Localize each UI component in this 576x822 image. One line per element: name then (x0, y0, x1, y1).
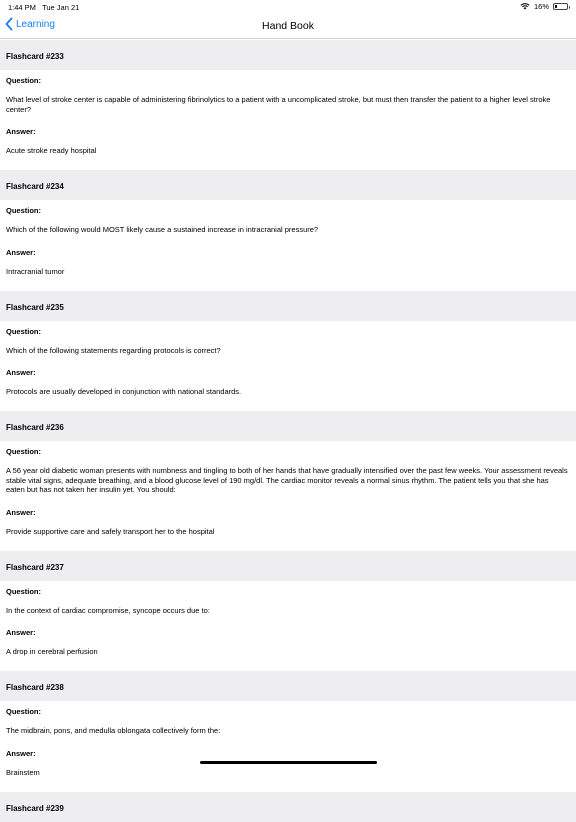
answer-text: Acute stroke ready hospital (6, 146, 97, 155)
flashcard (0, 40, 576, 170)
wifi-icon (520, 3, 530, 10)
answer-label: Answer: (6, 748, 36, 758)
status-time-date: 1:44 PM Tue Jan 21 (8, 3, 80, 12)
question-label: Question: (6, 326, 41, 336)
answer-text: Provide supportive care and safely transport her to the hospital (6, 526, 215, 536)
answer-label: Answer: (6, 628, 36, 637)
answer-text: Protocols are usually developed in conjunction with national standards. (6, 387, 242, 396)
flashcard (0, 551, 576, 672)
flashcard (0, 671, 576, 792)
flashcard-title: Flashcard #239 (0, 792, 576, 822)
flashcard (0, 291, 576, 412)
question-text: Which of the following would MOST likely cause a sustained increase in intracranial pressure? (6, 225, 319, 234)
flashcard (0, 170, 576, 291)
question-text: The midbrain, pons, and medulla oblongata collectively form the: (6, 726, 221, 735)
flashcard-title: Flashcard #233 (0, 40, 576, 70)
flashcard (0, 411, 576, 551)
flashcard-title: Flashcard #236 (0, 411, 576, 441)
flashcard-title: Flashcard #238 (0, 671, 576, 701)
battery-percent: 16% (533, 2, 549, 11)
answer-text: Brainstem (6, 767, 40, 777)
question-label: Question: (6, 447, 41, 456)
charging-bolt-icon: ⚡ (558, 2, 563, 10)
status-indicators (520, 2, 568, 11)
answer-label: Answer: (6, 247, 36, 257)
question-text: A 56 year old diabetic woman presents with numbness and tingling to both of her hands that have gradually intensified over the past few weeks. Your assessment reveals stable vital signs, adequate breathing, and a blood glucose level of 190 mg/dl. The cardiac monitor reveals a normal sinus rhythm. The patient tells you that she has eaten but has not taken her insulin yet. You should: (6, 466, 568, 494)
back-button-label: Learning (16, 18, 55, 30)
answer-label: Answer: (6, 368, 36, 377)
flashcard-title: Flashcard #234 (0, 170, 576, 200)
question-text: In the context of cardiac compromise, syncope occurs due to: (6, 605, 210, 615)
status-bar (0, 0, 576, 14)
answer-label: Answer: (6, 127, 36, 136)
question-label: Question: (6, 707, 41, 716)
question-text: Which of the following statements regarding protocols is correct? (6, 345, 221, 355)
answer-label: Answer: (6, 507, 36, 517)
navigation-bar (0, 14, 576, 39)
battery-level-fill (555, 5, 557, 8)
answer-text: Intracranial tumor (6, 266, 65, 276)
flashcard (0, 792, 576, 822)
flashcard-title: Flashcard #237 (0, 551, 576, 581)
battery-icon (553, 3, 568, 10)
question-label: Question: (6, 586, 41, 596)
question-text: What level of stroke center is capable of administering fibrinolytics to a patient with a uncomplicated stroke, but must then transfer the patient to a higher level stroke center? (6, 95, 551, 114)
home-indicator[interactable] (200, 761, 377, 764)
flashcard-list[interactable] (0, 40, 576, 813)
question-label: Question: (6, 76, 41, 85)
answer-text: A drop in cerebral perfusion (6, 647, 98, 656)
flashcard-title: Flashcard #235 (0, 291, 576, 321)
question-label: Question: (6, 206, 41, 215)
page-title: Hand Book (262, 20, 314, 32)
